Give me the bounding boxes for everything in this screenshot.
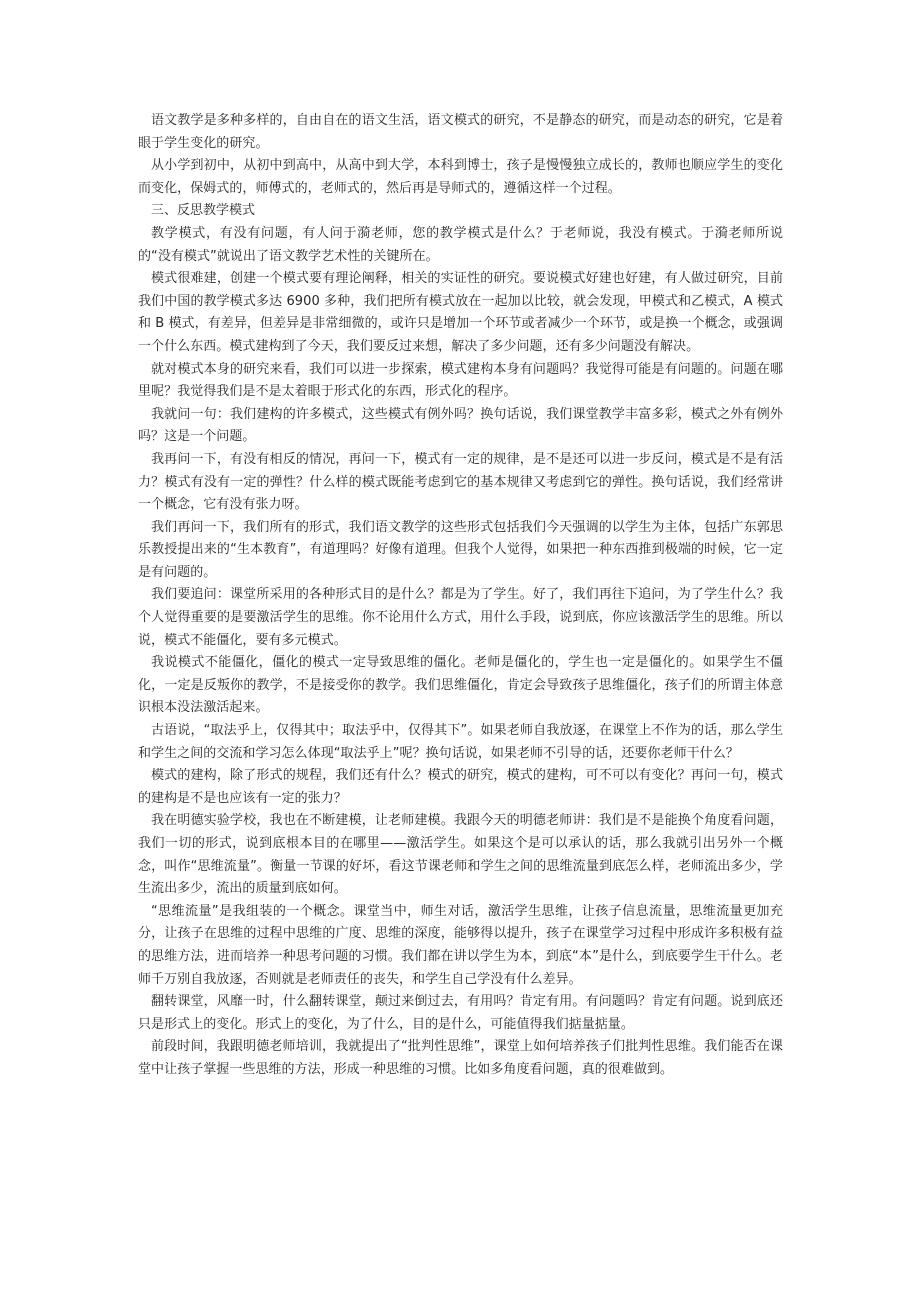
paragraph-16: 前段时间，我跟明德老师培训，我就提出了“批判性思维”，课堂上如何培养孩子们批判性思维。我们能否在课堂中让孩子掌握一些思维的方法，形成一种思维的习惯。比如多角度看问题，真的很难做到。 — [138, 1039, 783, 1077]
paragraph-14: “思维流量”是我组装的一个概念。课堂当中，师生对话，激活学生思维，让孩子信息流量，思维流量更加充分，让孩子在思维的过程中思维的广度、思维的深度，能够得以提升，孩子在课堂学习过程中形成许多积极有益的思维方法，进而培养一种思考问题的习惯。我们都在讲以学生为本，到底“本”是什么，到底要学生干什么。老师千万别自我放逐，否则就是老师责任的丧失，和学生自己学没有什么差异。 — [138, 903, 783, 987]
paragraph-8: 我们再问一下，我们所有的形式，我们语文教学的这些形式包括我们今天强调的以学生为主体，包括广东郭思乐教授提出来的“生本教育”，有道理吗？好像有道理。但我个人觉得，如果把一种东西推到极端的时候，它一定是有问题的。 — [138, 519, 783, 580]
paragraph-7: 我再问一下，有没有相反的情况，再问一下，模式有一定的规律，是不是还可以进一步反问，模式是不是有活力？模式有没有一定的弹性？什么样的模式既能考虑到它的基本规律又考虑到它的弹性。换句话说，我们经常讲一个概念，它有没有张力呀。 — [138, 451, 783, 513]
paragraph-15: 翻转课堂，风靡一时，什么翻转课堂，颠过来倒过去，有用吗？肯定有用。有问题吗？肯定有问题。说到底还只是形式上的变化。形式上的变化，为了什么，目的是什么，可能值得我们掂量掂量。 — [138, 994, 783, 1032]
paragraph-2: 从小学到初中，从初中到高中，从高中到大学，本科到博士，孩子是慢慢独立成长的，教师也顺应学生的变化而变化，保姆式的，师傅式的，老师式的，然后再是导师式的，遵循这样一个过程。 — [138, 158, 783, 196]
paragraph-9: 我们要追问：课堂所采用的各种形式目的是什么？都是为了学生。好了，我们再往下追问，为了学生什么？我个人觉得重要的是要激活学生的思维。你不论用什么方式，用什么手段，说到底，你应该激活学生的思维。所以说，模式不能僵化，要有多元模式。 — [138, 587, 783, 648]
paragraph-6: 我就问一句：我们建构的许多模式，这些模式有例外吗？换句话说，我们课堂教学丰富多彩，模式之外有例外吗？这是一个问题。 — [138, 406, 783, 445]
document-body — [138, 110, 783, 1082]
section-heading: 三、反思教学模式 — [151, 203, 256, 219]
paragraph-13: 我在明德实验学校，我也在不断建模，让老师建模。我跟今天的明德老师讲：我们是不是能换个角度看问题，我们一切的形式，说到底根本目的在哪里——激活学生。如果这个是可以承认的话，那么我就引出另外一个概念，叫作“思维流量”。衡量一节课的好坏，看这节课老师和学生之间的思维流量到底怎么样，老师流出多少，学生流出多少，流出的质量到底如何。 — [138, 813, 783, 897]
paragraph-3: 教学模式，有没有问题，有人问于漪老师，您的教学模式是什么？于老师说，我没有模式。于漪老师所说的“没有模式”就说出了语文教学艺术性的关键所在。 — [138, 225, 783, 264]
paragraph-4: 模式很难建，创建一个模式要有理论阐释，相关的实证性的研究。要说模式好建也好建，有人做过研究，目前我们中国的教学模式多达 6900 多种，我们把所有模式放在一起加以比较，就会发现，甲模式和乙模式，A 模式和 B 模式，有差异，但差异是非常细微的，或许只是增加一个环节或者减少一个环节，或是换一个概念，或强调一个什么东西。模式建构到了今天，我们要反过来想，解决了多少问题，还有多少问题没有解决。 — [138, 271, 783, 354]
paragraph-5: 就对模式本身的研究来看，我们可以进一步探索，模式建构本身有问题吗？我觉得可能是有问题的。问题在哪里呢？我觉得我们是不是太着眼于形式化的东西，形式化的程序。 — [138, 361, 783, 400]
paragraph-1: 语文教学是多种多样的，自由自在的语文生活，语文模式的研究，不是静态的研究，而是动态的研究，它是着眼于学生变化的研究。 — [138, 113, 783, 151]
paragraph-12: 模式的建构，除了形式的规程，我们还有什么？模式的研究，模式的建构，可不可以有变化？再问一句，模式的建构是不是也应该有一定的张力？ — [138, 768, 783, 806]
paragraph-10: 我说模式不能僵化，僵化的模式一定导致思维的僵化。老师是僵化的，学生也一定是僵化的。如果学生不僵化，一定是反叛你的教学，不是接受你的教学。我们思维僵化，肯定会导致孩子思维僵化，孩子们的所谓主体意识根本没法激活起来。 — [138, 655, 783, 716]
paragraph-11: 古语说，“取法乎上，仅得其中；取法乎中，仅得其下”。如果老师自我放逐，在课堂上不作为的话，那么学生和学生之间的交流和学习怎么体现“取法乎上”呢？换句话说，如果老师不引导的话，还要你老师干什么？ — [138, 723, 783, 761]
